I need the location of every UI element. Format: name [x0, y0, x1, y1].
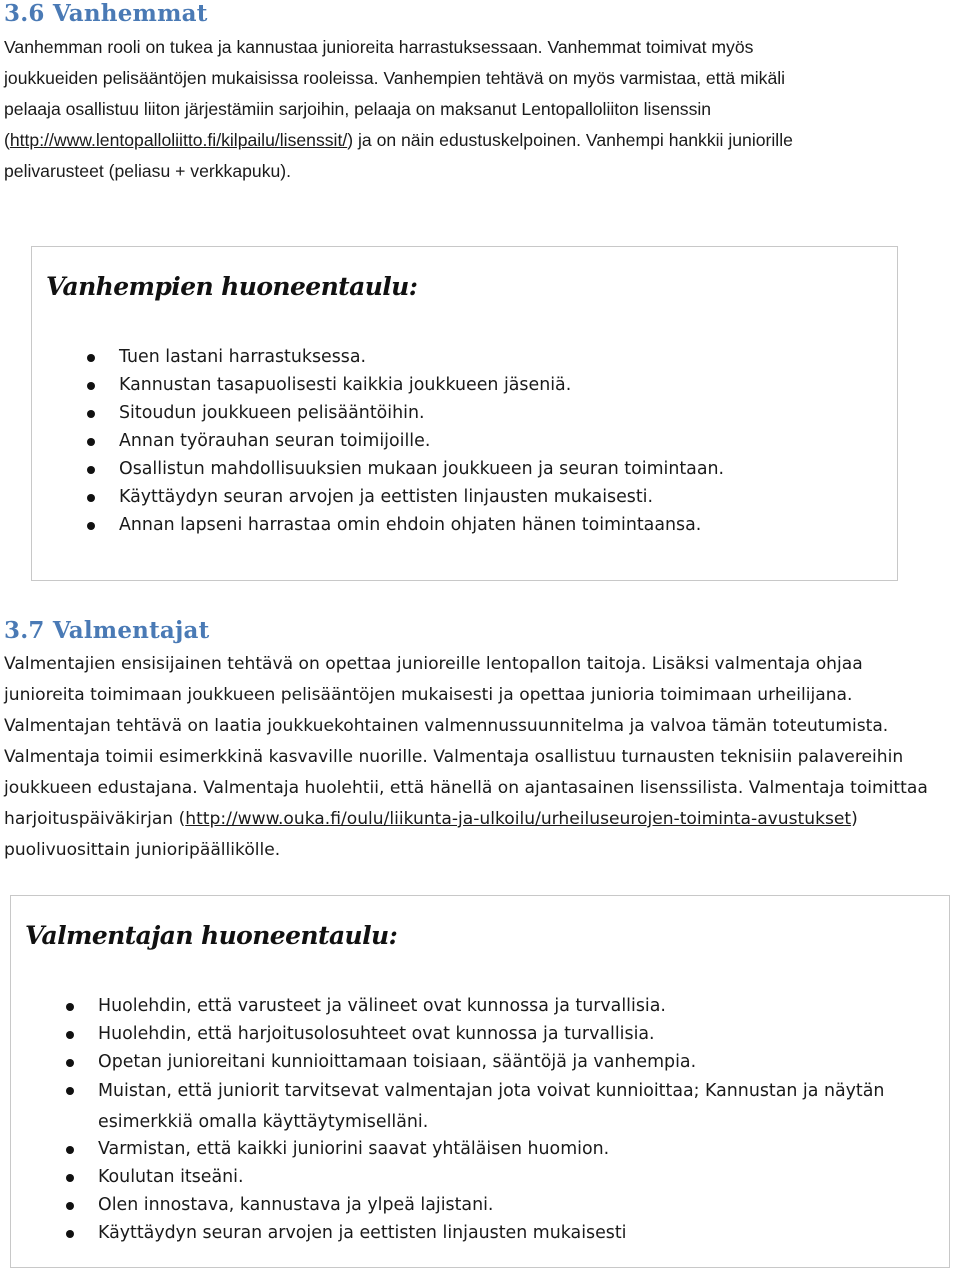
list-item: Annan työrauhan seuran toimijoille.: [119, 427, 724, 455]
paragraph-text: harjoituspäiväkirjan (: [4, 809, 186, 829]
paragraph-line: [4, 125, 793, 156]
paragraph-line: puolivuosittain junioripäällikölle.: [4, 840, 281, 860]
coaches-board-box: [10, 895, 950, 1268]
parents-board-list: [119, 343, 724, 539]
parents-paragraph: [4, 32, 793, 187]
list-item: Tuen lastani harrastuksessa.: [119, 343, 724, 371]
coaches-paragraph: [4, 649, 928, 866]
training-diary-link[interactable]: http://www.ouka.fi/oulu/liikunta-ja-ulkoilu/urheiluseurojen-toiminta-avustukset: [185, 809, 852, 829]
bullet-icon: [66, 1059, 74, 1067]
list-item: Sitoudun joukkueen pelisääntöihin.: [119, 399, 724, 427]
paragraph-line: [4, 804, 928, 835]
bullet-icon: [66, 1230, 74, 1238]
paragraph-line: junioreita toimimaan joukkueen pelisääntöjen mukaisesti ja opettaa junioria toimimaan urheilijana.: [4, 685, 853, 705]
section-heading-parents: 3.6 Vanhemmat: [4, 0, 208, 27]
bullet-icon: [66, 1031, 74, 1039]
paragraph-line: Valmentaja toimii esimerkkinä kasvaville nuorille. Valmentaja osallistuu turnausten teknisiin palavereihin: [4, 747, 904, 767]
bullet-icon: [87, 522, 95, 530]
bullet-icon: [66, 1174, 74, 1182]
paragraph-line: pelivarusteet (peliasu + verkkapuku).: [4, 161, 292, 181]
bullet-icon: [66, 1087, 74, 1095]
coaches-board-list: [98, 992, 918, 1247]
list-item: Olen innostava, kannustava ja ylpeä lajistani.: [98, 1191, 918, 1219]
bullet-icon: [87, 354, 95, 362]
bullet-icon: [87, 410, 95, 418]
bullet-icon: [87, 466, 95, 474]
list-item: Koulutan itseäni.: [98, 1163, 918, 1191]
paragraph-line: Vanhemman rooli on tukea ja kannustaa junioreita harrastuksessaan. Vanhemmat toimivat myös: [4, 37, 754, 57]
paragraph-line: Valmentajien ensisijainen tehtävä on opettaa junioreille lentopallon taitoja. Lisäksi valmentaja ohjaa: [4, 654, 863, 674]
bullet-icon: [66, 1146, 74, 1154]
section-heading-coaches: 3.7 Valmentajat: [4, 617, 210, 644]
paragraph-line: joukkueiden pelisääntöjen mukaisissa rooleissa. Vanhempien tehtävä on myös varmistaa, että mikäli: [4, 68, 786, 88]
bullet-icon: [66, 1003, 74, 1011]
license-link[interactable]: http://www.lentopalloliitto.fi/kilpailu/lisenssit/: [9, 130, 348, 150]
list-item: Osallistun mahdollisuuksien mukaan joukkueen ja seuran toimintaan.: [119, 455, 724, 483]
list-item: Kannustan tasapuolisesti kaikkia joukkueen jäseniä.: [119, 371, 724, 399]
paragraph-line: pelaaja osallistuu liiton järjestämiin sarjoihin, pelaaja on maksanut Lentopalloliiton lisenssin: [4, 99, 712, 119]
parents-board-title: Vanhempien huoneentaulu:: [46, 272, 418, 301]
paragraph-line: Valmentajan tehtävä on laatia joukkuekohtainen valmennussuunnitelma ja valvoa tämän toteutumista.: [4, 716, 889, 736]
list-item: Käyttäydyn seuran arvojen ja eettisten linjausten mukaisesti.: [119, 483, 724, 511]
paragraph-text: ) ja on näin edustuskelpoinen. Vanhempi hankkii juniorille: [347, 130, 793, 150]
paragraph-line: joukkueen edustajana. Valmentaja huolehtii, että hänellä on ajantasainen lisenssilista. Valmentaja toimittaa: [4, 778, 928, 798]
coaches-board-title: Valmentajan huoneentaulu:: [25, 921, 398, 950]
list-item: Varmistan, että kaikki juniorini saavat yhtäläisen huomion.: [98, 1135, 918, 1163]
bullet-icon: [87, 438, 95, 446]
list-item: Huolehdin, että varusteet ja välineet ovat kunnossa ja turvallisia.: [98, 992, 918, 1020]
paren-open: (: [4, 130, 10, 150]
parents-board-box: [31, 246, 898, 581]
list-item: Opetan junioreitani kunnioittamaan toisiaan, sääntöjä ja vanhempia.: [98, 1048, 918, 1076]
bullet-icon: [87, 382, 95, 390]
bullet-icon: [66, 1202, 74, 1210]
list-item: Huolehdin, että harjoitusolosuhteet ovat kunnossa ja turvallisia.: [98, 1020, 918, 1048]
list-item: Annan lapseni harrastaa omin ehdoin ohjaten hänen toimintaansa.: [119, 511, 724, 539]
bullet-icon: [87, 494, 95, 502]
list-item: Muistan, että juniorit tarvitsevat valmentajan jota voivat kunnioittaa; Kannustan ja näytän esimerkkiä omalla käyttäytymiselläni.: [98, 1076, 918, 1135]
paren-close: ): [851, 809, 858, 829]
list-item: Käyttäydyn seuran arvojen ja eettisten linjausten mukaisesti: [98, 1219, 918, 1247]
